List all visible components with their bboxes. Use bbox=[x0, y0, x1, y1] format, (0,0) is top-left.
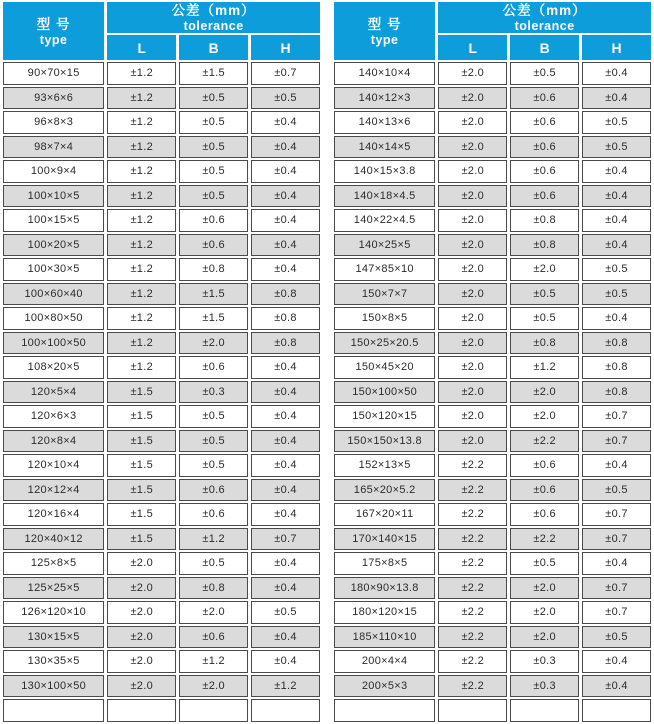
tolerance-value-cell: ±1.5 bbox=[107, 405, 176, 428]
tolerance-value-cell: ±0.7 bbox=[582, 503, 651, 526]
table-row bbox=[3, 503, 320, 526]
tolerance-value-cell: ±2.2 bbox=[438, 577, 507, 600]
tolerance-value-cell: ±0.6 bbox=[510, 503, 579, 526]
type-cell: 150×8×5 bbox=[334, 307, 435, 330]
tolerance-value-cell: ±0.5 bbox=[582, 258, 651, 281]
column-header-L: L bbox=[107, 35, 176, 60]
tolerance-value-cell: ±2.0 bbox=[510, 258, 579, 281]
type-cell: 100×100×50 bbox=[3, 332, 104, 355]
tolerance-label-en: tolerance bbox=[514, 19, 575, 33]
tolerance-label-cn: 公差（mm） bbox=[171, 3, 256, 18]
tolerance-value-cell: ±0.4 bbox=[582, 185, 651, 208]
tolerance-label-cn: 公差（mm） bbox=[502, 3, 587, 18]
table-row bbox=[3, 332, 320, 355]
tolerance-value-cell: ±0.4 bbox=[251, 209, 320, 232]
empty-cell bbox=[582, 699, 651, 722]
tolerance-value-cell: ±0.5 bbox=[179, 552, 248, 575]
type-cell: 165×20×5.2 bbox=[334, 479, 435, 502]
tolerance-value-cell: ±2.0 bbox=[438, 136, 507, 159]
tolerance-value-cell: ±0.4 bbox=[582, 209, 651, 232]
tolerance-value-cell: ±2.0 bbox=[510, 626, 579, 649]
tolerance-group-header bbox=[438, 2, 651, 33]
table-row bbox=[334, 185, 651, 208]
table-row bbox=[3, 675, 320, 698]
type-cell: 98×7×4 bbox=[3, 136, 104, 159]
tolerance-value-cell: ±0.5 bbox=[179, 136, 248, 159]
tolerance-value-cell: ±0.5 bbox=[510, 62, 579, 85]
tolerance-value-cell: ±1.2 bbox=[107, 356, 176, 379]
table-row bbox=[3, 577, 320, 600]
type-cell: 185×110×10 bbox=[334, 626, 435, 649]
tolerance-value-cell: ±1.5 bbox=[107, 454, 176, 477]
tolerance-value-cell: ±0.6 bbox=[179, 356, 248, 379]
tolerance-value-cell: ±2.2 bbox=[510, 528, 579, 551]
table-row bbox=[3, 430, 320, 453]
tolerance-value-cell: ±2.0 bbox=[107, 626, 176, 649]
tolerance-value-cell: ±0.3 bbox=[179, 381, 248, 404]
tolerance-value-cell: ±0.4 bbox=[251, 430, 320, 453]
table-row bbox=[334, 405, 651, 428]
tolerance-value-cell: ±0.4 bbox=[582, 62, 651, 85]
tolerance-value-cell: ±0.5 bbox=[582, 283, 651, 306]
tolerance-value-cell: ±2.0 bbox=[438, 111, 507, 134]
tolerance-value-cell: ±2.0 bbox=[510, 405, 579, 428]
tolerance-value-cell: ±0.6 bbox=[510, 87, 579, 110]
table-row bbox=[3, 185, 320, 208]
type-cell: 120×5×4 bbox=[3, 381, 104, 404]
tolerance-value-cell: ±2.0 bbox=[438, 356, 507, 379]
tolerance-value-cell: ±0.4 bbox=[251, 381, 320, 404]
tolerance-value-cell: ±0.4 bbox=[251, 577, 320, 600]
tolerance-value-cell: ±1.2 bbox=[107, 258, 176, 281]
tolerance-value-cell: ±0.6 bbox=[179, 234, 248, 257]
table-row bbox=[334, 209, 651, 232]
tolerance-value-cell: ±0.4 bbox=[251, 503, 320, 526]
tolerance-value-cell: ±2.2 bbox=[510, 430, 579, 453]
tolerance-value-cell: ±0.5 bbox=[179, 405, 248, 428]
tolerance-value-cell: ±0.4 bbox=[251, 185, 320, 208]
tolerance-value-cell: ±2.0 bbox=[510, 601, 579, 624]
tolerance-value-cell: ±2.0 bbox=[179, 601, 248, 624]
tolerance-value-cell: ±1.2 bbox=[107, 111, 176, 134]
tolerance-value-cell: ±2.0 bbox=[438, 258, 507, 281]
tolerance-value-cell: ±1.5 bbox=[107, 430, 176, 453]
table-row bbox=[334, 552, 651, 575]
tolerance-value-cell: ±0.6 bbox=[510, 111, 579, 134]
tolerance-value-cell: ±0.5 bbox=[179, 111, 248, 134]
tolerance-value-cell: ±0.8 bbox=[251, 307, 320, 330]
table-row bbox=[334, 283, 651, 306]
tolerance-value-cell: ±1.2 bbox=[107, 185, 176, 208]
tolerance-value-cell: ±1.2 bbox=[251, 675, 320, 698]
tolerance-value-cell: ±1.5 bbox=[179, 62, 248, 85]
type-cell: 100×9×4 bbox=[3, 160, 104, 183]
tolerance-value-cell: ±0.5 bbox=[179, 430, 248, 453]
tolerance-value-cell: ±1.2 bbox=[107, 136, 176, 159]
table-row bbox=[3, 552, 320, 575]
table-row bbox=[334, 307, 651, 330]
tolerance-value-cell: ±1.5 bbox=[179, 283, 248, 306]
tolerance-value-cell: ±0.7 bbox=[582, 528, 651, 551]
tolerance-value-cell: ±2.2 bbox=[438, 479, 507, 502]
table-row bbox=[334, 577, 651, 600]
tolerance-table-right bbox=[331, 0, 654, 724]
table-row bbox=[3, 454, 320, 477]
tolerance-value-cell: ±1.2 bbox=[107, 209, 176, 232]
empty-cell bbox=[510, 699, 579, 722]
tolerance-value-cell: ±2.2 bbox=[438, 454, 507, 477]
type-cell: 140×15×3.8 bbox=[334, 160, 435, 183]
tolerance-value-cell: ±1.2 bbox=[107, 307, 176, 330]
tolerance-value-cell: ±2.2 bbox=[438, 528, 507, 551]
type-cell: 140×18×4.5 bbox=[334, 185, 435, 208]
tolerance-value-cell: ±0.5 bbox=[510, 307, 579, 330]
tolerance-value-cell: ±0.5 bbox=[251, 601, 320, 624]
tolerance-value-cell: ±0.8 bbox=[582, 381, 651, 404]
type-cell: 140×13×6 bbox=[334, 111, 435, 134]
table-row bbox=[334, 675, 651, 698]
tolerance-value-cell: ±2.2 bbox=[438, 650, 507, 673]
tolerance-value-cell: ±0.6 bbox=[510, 479, 579, 502]
tolerance-value-cell: ±0.7 bbox=[582, 601, 651, 624]
type-cell: 140×14×5 bbox=[334, 136, 435, 159]
tolerance-value-cell: ±1.2 bbox=[107, 62, 176, 85]
type-cell: 150×100×50 bbox=[334, 381, 435, 404]
empty-cell bbox=[179, 699, 248, 722]
tolerance-value-cell: ±0.5 bbox=[179, 185, 248, 208]
table-row bbox=[3, 405, 320, 428]
tolerance-value-cell: ±2.2 bbox=[438, 626, 507, 649]
tolerance-value-cell: ±0.6 bbox=[179, 626, 248, 649]
tolerance-value-cell: ±2.0 bbox=[438, 234, 507, 257]
table-row bbox=[3, 136, 320, 159]
table-row bbox=[334, 528, 651, 551]
type-cell: 120×10×4 bbox=[3, 454, 104, 477]
type-cell: 140×22×4.5 bbox=[334, 209, 435, 232]
tolerance-table-left bbox=[0, 0, 323, 724]
tolerance-value-cell: ±0.4 bbox=[251, 234, 320, 257]
tolerance-value-cell: ±0.4 bbox=[251, 111, 320, 134]
type-cell: 93×6×6 bbox=[3, 87, 104, 110]
type-cell: 200×4×4 bbox=[334, 650, 435, 673]
tolerance-value-cell: ±0.4 bbox=[251, 356, 320, 379]
type-label-cn: 型 号 bbox=[36, 16, 71, 32]
tolerance-value-cell: ±0.5 bbox=[582, 136, 651, 159]
tolerance-value-cell: ±0.4 bbox=[251, 626, 320, 649]
tolerance-value-cell: ±1.2 bbox=[179, 650, 248, 673]
tolerance-value-cell: ±1.2 bbox=[107, 160, 176, 183]
tolerance-value-cell: ±0.8 bbox=[251, 283, 320, 306]
column-header-H: H bbox=[251, 35, 320, 60]
tolerance-value-cell: ±0.6 bbox=[510, 136, 579, 159]
type-cell: 180×90×13.8 bbox=[334, 577, 435, 600]
tolerance-value-cell: ±0.4 bbox=[251, 136, 320, 159]
tolerance-value-cell: ±0.4 bbox=[582, 675, 651, 698]
tolerance-value-cell: ±1.2 bbox=[179, 528, 248, 551]
tolerance-label-en: tolerance bbox=[183, 19, 244, 33]
table-row bbox=[334, 356, 651, 379]
tolerance-value-cell: ±0.6 bbox=[510, 454, 579, 477]
type-cell: 200×5×3 bbox=[334, 675, 435, 698]
tolerance-value-cell: ±0.8 bbox=[510, 332, 579, 355]
type-cell: 167×20×11 bbox=[334, 503, 435, 526]
table-row bbox=[3, 356, 320, 379]
tolerance-value-cell: ±2.0 bbox=[438, 160, 507, 183]
tolerance-value-cell: ±0.4 bbox=[251, 258, 320, 281]
tolerance-value-cell: ±2.0 bbox=[438, 185, 507, 208]
tolerance-value-cell: ±1.5 bbox=[107, 381, 176, 404]
tolerance-value-cell: ±1.5 bbox=[107, 503, 176, 526]
tolerance-value-cell: ±0.8 bbox=[251, 332, 320, 355]
type-column-header bbox=[334, 2, 435, 60]
tolerance-value-cell: ±0.5 bbox=[582, 479, 651, 502]
type-column-header bbox=[3, 2, 104, 60]
table-row bbox=[334, 332, 651, 355]
tolerance-value-cell: ±2.0 bbox=[438, 62, 507, 85]
tolerance-value-cell: ±2.0 bbox=[179, 675, 248, 698]
tolerance-value-cell: ±1.5 bbox=[107, 528, 176, 551]
tolerance-value-cell: ±1.5 bbox=[107, 479, 176, 502]
table-row bbox=[334, 87, 651, 110]
tolerance-value-cell: ±0.4 bbox=[251, 160, 320, 183]
type-cell: 130×15×5 bbox=[3, 626, 104, 649]
column-header-B: B bbox=[179, 35, 248, 60]
tolerance-value-cell: ±0.4 bbox=[582, 307, 651, 330]
tolerance-value-cell: ±2.0 bbox=[107, 650, 176, 673]
tolerance-value-cell: ±0.5 bbox=[179, 454, 248, 477]
tolerance-group-header bbox=[107, 2, 320, 33]
type-cell: 130×100×50 bbox=[3, 675, 104, 698]
type-cell: 96×8×3 bbox=[3, 111, 104, 134]
tolerance-value-cell: ±0.5 bbox=[179, 87, 248, 110]
type-cell: 150×7×7 bbox=[334, 283, 435, 306]
table-row bbox=[334, 454, 651, 477]
tolerance-value-cell: ±2.0 bbox=[438, 87, 507, 110]
tolerance-value-cell: ±1.2 bbox=[107, 332, 176, 355]
type-cell: 120×6×3 bbox=[3, 405, 104, 428]
type-cell: 120×16×4 bbox=[3, 503, 104, 526]
type-cell: 130×35×5 bbox=[3, 650, 104, 673]
tolerance-value-cell: ±0.3 bbox=[510, 675, 579, 698]
table-row bbox=[3, 601, 320, 624]
tolerance-value-cell: ±0.4 bbox=[582, 87, 651, 110]
tolerance-value-cell: ±0.8 bbox=[582, 332, 651, 355]
empty-cell bbox=[251, 699, 320, 722]
table-row bbox=[334, 258, 651, 281]
table-row bbox=[3, 62, 320, 85]
table-body bbox=[334, 62, 651, 722]
tolerance-value-cell: ±2.0 bbox=[438, 283, 507, 306]
tolerance-value-cell: ±0.8 bbox=[179, 577, 248, 600]
tolerance-value-cell: ±0.4 bbox=[251, 405, 320, 428]
tolerance-value-cell: ±2.0 bbox=[107, 552, 176, 575]
tolerance-value-cell: ±0.4 bbox=[582, 650, 651, 673]
tolerance-value-cell: ±1.2 bbox=[107, 234, 176, 257]
tolerance-value-cell: ±2.2 bbox=[438, 552, 507, 575]
tolerance-value-cell: ±2.0 bbox=[438, 430, 507, 453]
tolerance-value-cell: ±2.0 bbox=[438, 381, 507, 404]
tolerance-value-cell: ±0.5 bbox=[510, 283, 579, 306]
table-row bbox=[3, 234, 320, 257]
type-cell: 175×8×5 bbox=[334, 552, 435, 575]
table-row bbox=[3, 650, 320, 673]
tolerance-value-cell: ±0.4 bbox=[582, 552, 651, 575]
table-row bbox=[334, 160, 651, 183]
table-row bbox=[334, 479, 651, 502]
tolerance-value-cell: ±0.4 bbox=[251, 552, 320, 575]
type-label-en: type bbox=[39, 32, 68, 47]
tolerance-value-cell: ±0.5 bbox=[582, 111, 651, 134]
table-row bbox=[334, 626, 651, 649]
type-cell: 125×8×5 bbox=[3, 552, 104, 575]
tolerance-value-cell: ±2.0 bbox=[510, 381, 579, 404]
type-cell: 125×25×5 bbox=[3, 577, 104, 600]
tolerance-value-cell: ±2.0 bbox=[438, 332, 507, 355]
empty-cell bbox=[3, 699, 104, 722]
tolerance-value-cell: ±0.7 bbox=[251, 528, 320, 551]
tolerance-value-cell: ±0.4 bbox=[251, 454, 320, 477]
type-cell: 150×120×15 bbox=[334, 405, 435, 428]
tolerance-value-cell: ±0.8 bbox=[510, 209, 579, 232]
table-row bbox=[3, 160, 320, 183]
tolerance-value-cell: ±0.5 bbox=[510, 552, 579, 575]
empty-cell bbox=[107, 699, 176, 722]
column-header-H: H bbox=[582, 35, 651, 60]
type-cell: 170×140×15 bbox=[334, 528, 435, 551]
tolerance-value-cell: ±2.2 bbox=[438, 601, 507, 624]
type-cell: 100×10×5 bbox=[3, 185, 104, 208]
table-row bbox=[334, 234, 651, 257]
table-row bbox=[334, 136, 651, 159]
tolerance-value-cell: ±0.4 bbox=[251, 479, 320, 502]
type-cell: 90×70×15 bbox=[3, 62, 104, 85]
table-row bbox=[3, 283, 320, 306]
table-row bbox=[334, 503, 651, 526]
tolerance-value-cell: ±0.7 bbox=[582, 405, 651, 428]
tolerance-value-cell: ±2.2 bbox=[438, 503, 507, 526]
tolerance-value-cell: ±2.0 bbox=[179, 332, 248, 355]
type-label-en: type bbox=[370, 32, 399, 47]
type-cell: 150×25×20.5 bbox=[334, 332, 435, 355]
tolerance-value-cell: ±0.5 bbox=[251, 87, 320, 110]
type-cell: 140×25×5 bbox=[334, 234, 435, 257]
tolerance-value-cell: ±1.2 bbox=[510, 356, 579, 379]
tolerance-value-cell: ±2.0 bbox=[438, 307, 507, 330]
table-row bbox=[334, 62, 651, 85]
type-cell: 100×20×5 bbox=[3, 234, 104, 257]
table-row bbox=[3, 209, 320, 232]
tolerance-value-cell: ±0.7 bbox=[582, 577, 651, 600]
table-row bbox=[3, 626, 320, 649]
table-body bbox=[3, 62, 320, 722]
tolerance-value-cell: ±0.4 bbox=[582, 160, 651, 183]
tolerance-value-cell: ±0.6 bbox=[510, 185, 579, 208]
tolerance-value-cell: ±0.6 bbox=[179, 503, 248, 526]
table-row bbox=[3, 528, 320, 551]
tolerance-value-cell: ±0.6 bbox=[510, 160, 579, 183]
table-row bbox=[3, 381, 320, 404]
table-row bbox=[334, 650, 651, 673]
tolerance-value-cell: ±0.4 bbox=[582, 234, 651, 257]
type-cell: 126×120×10 bbox=[3, 601, 104, 624]
tolerance-value-cell: ±2.0 bbox=[107, 601, 176, 624]
table-row bbox=[334, 601, 651, 624]
type-cell: 152×13×5 bbox=[334, 454, 435, 477]
tolerance-value-cell: ±0.7 bbox=[251, 62, 320, 85]
table-row bbox=[3, 87, 320, 110]
tolerance-value-cell: ±1.2 bbox=[107, 283, 176, 306]
tolerance-value-cell: ±2.2 bbox=[438, 675, 507, 698]
type-cell: 140×12×3 bbox=[334, 87, 435, 110]
empty-cell bbox=[334, 699, 435, 722]
type-cell: 147×85×10 bbox=[334, 258, 435, 281]
type-cell: 120×12×4 bbox=[3, 479, 104, 502]
tolerance-value-cell: ±2.0 bbox=[107, 577, 176, 600]
tolerance-value-cell: ±2.0 bbox=[438, 209, 507, 232]
tolerance-value-cell: ±1.5 bbox=[179, 307, 248, 330]
type-cell: 150×150×13.8 bbox=[334, 430, 435, 453]
tolerance-value-cell: ±0.4 bbox=[582, 454, 651, 477]
type-cell: 108×20×5 bbox=[3, 356, 104, 379]
type-label-cn: 型 号 bbox=[367, 16, 402, 32]
tolerance-value-cell: ±2.0 bbox=[107, 675, 176, 698]
tolerance-value-cell: ±0.6 bbox=[179, 479, 248, 502]
type-cell: 120×40×12 bbox=[3, 528, 104, 551]
partial-clipped-row bbox=[3, 699, 320, 722]
tolerance-value-cell: ±0.6 bbox=[179, 209, 248, 232]
table-row bbox=[3, 111, 320, 134]
table-header bbox=[334, 2, 651, 60]
type-cell: 180×120×15 bbox=[334, 601, 435, 624]
column-header-B: B bbox=[510, 35, 579, 60]
tolerance-value-cell: ±1.2 bbox=[107, 87, 176, 110]
tolerance-value-cell: ±2.0 bbox=[510, 577, 579, 600]
tolerance-value-cell: ±0.8 bbox=[510, 234, 579, 257]
table-header bbox=[3, 2, 320, 60]
tolerance-value-cell: ±0.8 bbox=[179, 258, 248, 281]
tolerance-value-cell: ±0.7 bbox=[582, 430, 651, 453]
tolerance-value-cell: ±0.5 bbox=[179, 160, 248, 183]
tolerance-value-cell: ±0.8 bbox=[582, 356, 651, 379]
tolerance-value-cell: ±2.0 bbox=[438, 405, 507, 428]
type-cell: 100×30×5 bbox=[3, 258, 104, 281]
table-row bbox=[3, 479, 320, 502]
partial-clipped-row bbox=[334, 699, 651, 722]
table-row bbox=[334, 430, 651, 453]
table-row bbox=[3, 307, 320, 330]
type-cell: 100×60×40 bbox=[3, 283, 104, 306]
type-cell: 150×45×20 bbox=[334, 356, 435, 379]
type-cell: 100×80×50 bbox=[3, 307, 104, 330]
empty-cell bbox=[438, 699, 507, 722]
tolerance-value-cell: ±0.5 bbox=[582, 626, 651, 649]
type-cell: 100×15×5 bbox=[3, 209, 104, 232]
type-cell: 120×8×4 bbox=[3, 430, 104, 453]
column-header-L: L bbox=[438, 35, 507, 60]
table-row bbox=[334, 381, 651, 404]
tolerance-value-cell: ±0.4 bbox=[251, 650, 320, 673]
tolerance-value-cell: ±0.3 bbox=[510, 650, 579, 673]
table-row bbox=[3, 258, 320, 281]
table-row bbox=[334, 111, 651, 134]
type-cell: 140×10×4 bbox=[334, 62, 435, 85]
